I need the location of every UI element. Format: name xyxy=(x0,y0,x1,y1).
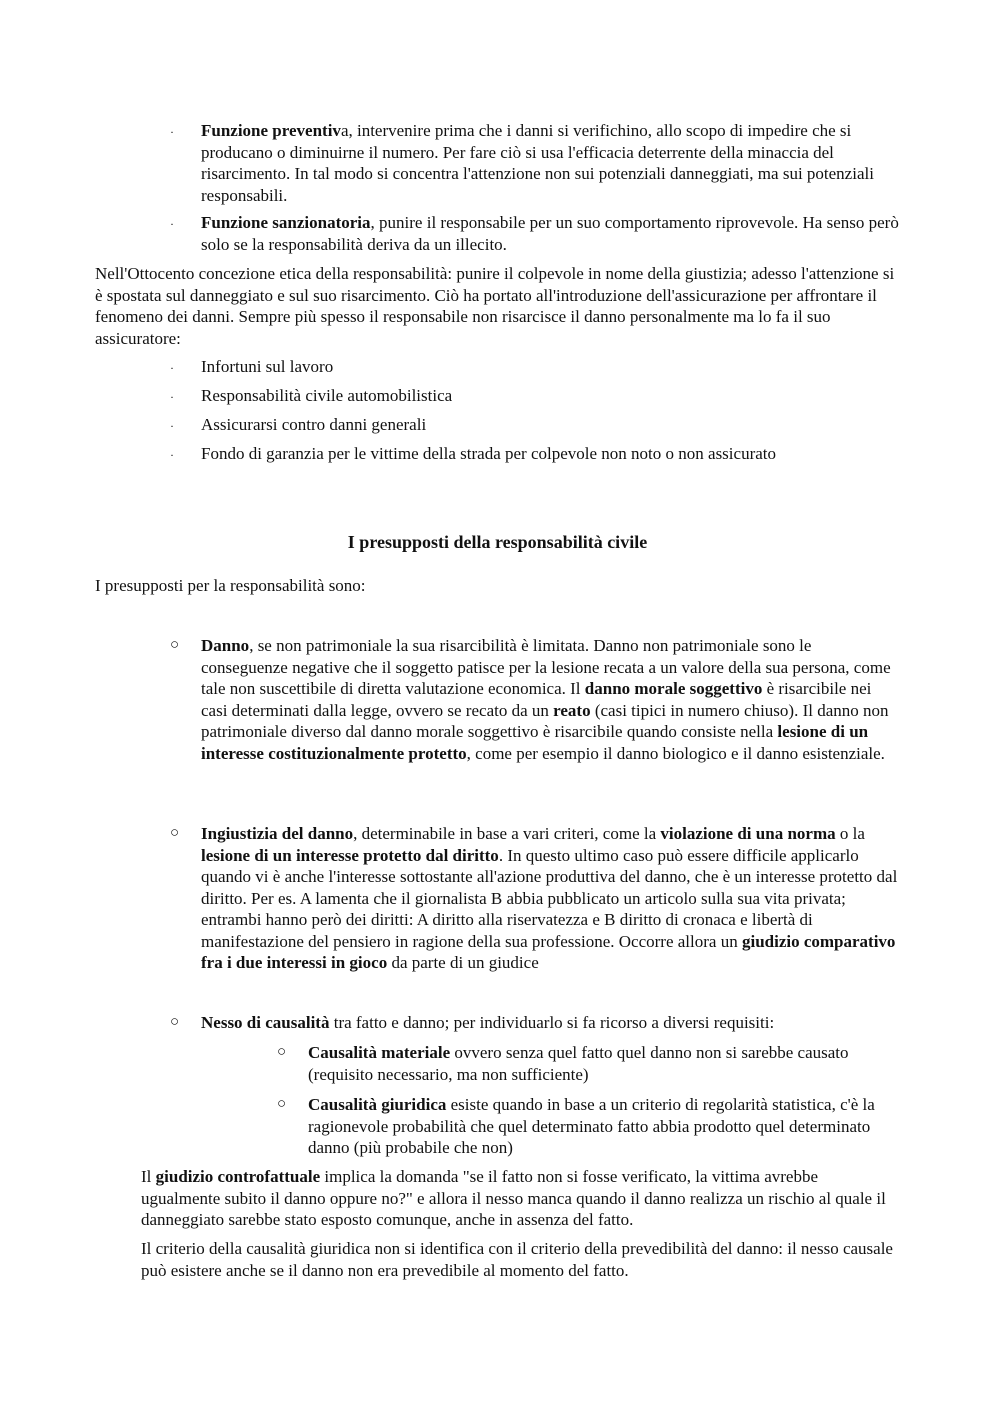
bullet-text: Assicurarsi contro danni generali xyxy=(201,415,427,434)
bullet-text: Infortuni sul lavoro xyxy=(201,357,334,376)
circle-bullet-marker: ○ xyxy=(170,825,180,841)
section-heading: I presupposti della responsabilità civile xyxy=(347,532,648,552)
paragraph-ottocento: Nell'Ottocento concezione etica della responsabilità: punire il colpevole in nome della giustizia; adesso l'attenzione si è spostata sul danneggiato e sul suo risarcimento. Ciò ha portato all'introduzione dell'assicurazione per affrontare il fenomeno dei danni. Sempre più spesso il responsabile non risarcisce il danno personalmente ma lo fa il suo assicuratore: xyxy=(95,264,895,348)
bullet-text: Danno, se non patrimoniale la sua risarcibilità è limitata. Danno non patrimoniale sono le conseguenze negative che il soggetto patisce per la lesione recata a un valore della sua persona, come tale non suscettibile di diretta valutazione economica. Il danno morale soggettivo è risarcibile nei casi determinati dalla legge, ovvero se recato da un reato (casi tipici in numero chiuso). Il danno non patrimoniale diverso dal danno morale soggettivo è risarcibile quando consiste nella lesione di un interesse costituzionalmente protetto, come per esempio il danno biologico e il danno esistenziale. xyxy=(201,636,891,763)
paragraph-controfattuale: Il giudizio controfattuale implica la domanda "se il fatto non si fosse verificato, la vittima avrebbe ugualmente subito il danno oppure no?" e allora il nesso manca quando il danno realizza un rischio al quale il danneggiato sarebbe stato esposto comunque, anche in assenza del fatto. xyxy=(141,1167,886,1229)
bullet-marker: · xyxy=(170,217,174,231)
intro-text: I presupposti per la responsabilità sono: xyxy=(95,576,366,595)
bullet-text: Funzione preventiva, intervenire prima che i danni si verifichino, allo scopo di impedire che si producano o diminuirne il numero. Per fare ciò si usa l'efficacia deterrente della minaccia del risarcimento. In tal modo si concentra l'attenzione non sui potenziali danneggiati, ma sui potenziali responsabili. xyxy=(201,121,874,205)
bold-term: Funzione preventiv xyxy=(201,121,341,140)
bullet-marker: · xyxy=(170,448,174,462)
circle-bullet-marker: ○ xyxy=(170,637,180,653)
paragraph-criterio: Il criterio della causalità giuridica non si identifica con il criterio della prevedibilità del danno: il nesso causale può esistere anche se il danno non era prevedibile al momento del fatto. xyxy=(141,1239,893,1280)
bullet-marker: · xyxy=(170,361,174,375)
circle-bullet-marker: ○ xyxy=(170,1014,180,1030)
bullet-text: Causalità giuridica esiste quando in base a un criterio di regolarità statistica, c'è la ragionevole probabilità che quel determinato fatto abbia prodotto quel determinato danno (più probabile che non) xyxy=(308,1095,875,1157)
bullet-text: Fondo di garanzia per le vittime della strada per colpevole non noto o non assicurato xyxy=(201,444,776,463)
bold-term: Funzione sanzionatoria xyxy=(201,213,371,232)
bullet-text: Responsabilità civile automobilistica xyxy=(201,386,453,405)
circle-bullet-marker: ○ xyxy=(277,1044,287,1060)
bullet-text: Funzione sanzionatoria, punire il responsabile per un suo comportamento riprovevole. Ha senso però solo se la responsabilità deriva da un illecito. xyxy=(201,213,899,254)
bullet-marker: · xyxy=(170,125,174,139)
bullet-marker: · xyxy=(170,390,174,404)
bullet-marker: · xyxy=(170,419,174,433)
bullet-text: Nesso di causalità tra fatto e danno; per individuarlo si fa ricorso a diversi requisiti: xyxy=(201,1013,775,1032)
bullet-text: Ingiustizia del danno, determinabile in base a vari criteri, come la violazione di una norma o la lesione di un interesse protetto dal diritto. In questo ultimo caso può essere difficile applicarlo quando vi è anche l'interesse sottostante all'azione produttiva del danno, che è un interesse protetto dal diritto. Per es. A lamenta che il giornalista B abbia pubblicato un articolo sulla sua vita privata; entrambi hanno però dei diritti: A diritto alla riservatezza e B diritto di cronaca e libertà di manifestazione del pensiero in ragione della sua professione. Occorre allora un giudizio comparativo fra i due interessi in gioco da parte di un giudice xyxy=(201,824,898,972)
bullet-text: Causalità materiale ovvero senza quel fatto quel danno non si sarebbe causato (requisito necessario, ma non sufficiente) xyxy=(308,1043,849,1084)
circle-bullet-marker: ○ xyxy=(277,1096,287,1112)
